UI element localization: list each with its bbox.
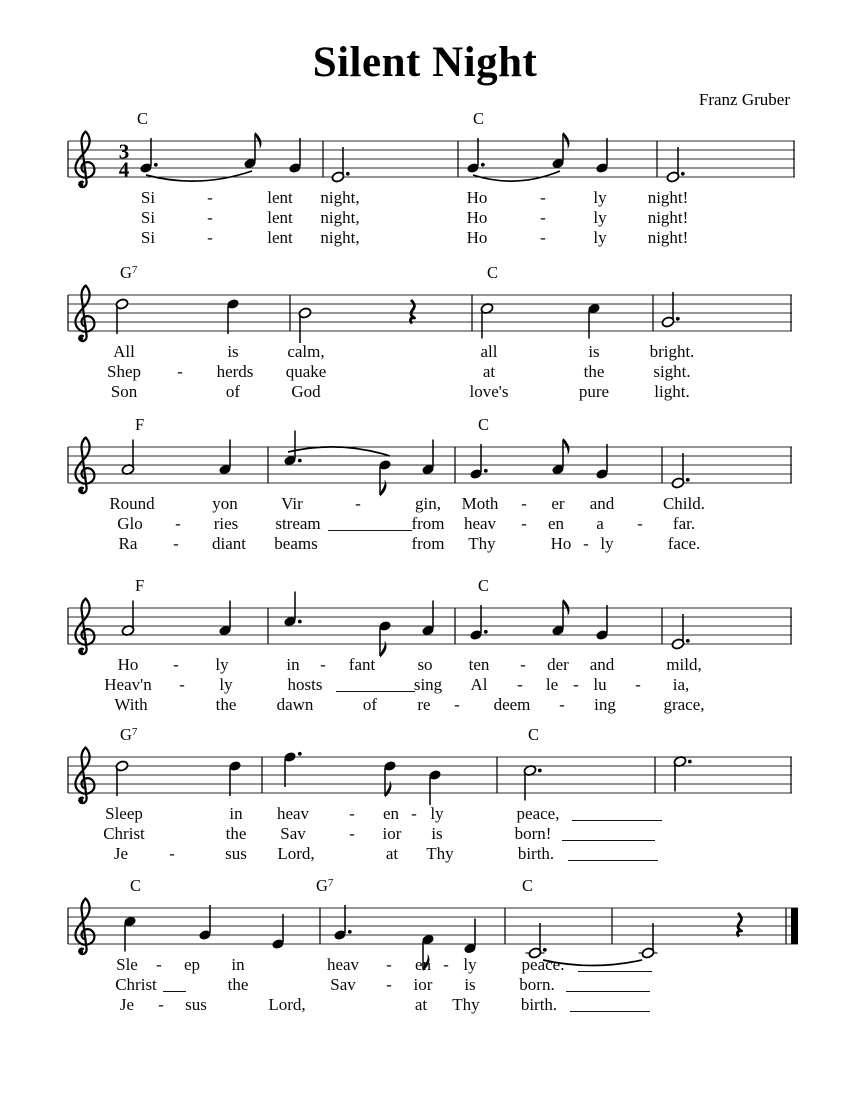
lyric-syllable: is <box>588 342 600 361</box>
treble-clef-stroke <box>82 748 87 798</box>
chord-symbol: $G^7$ <box>316 876 334 895</box>
lyric-syllable: - <box>559 695 565 714</box>
lyric-syllable: Heav'n <box>104 675 152 694</box>
lyric-syllable: Shep <box>107 362 141 381</box>
lyric-syllable: heav <box>463 514 497 533</box>
augmentation-dot <box>298 459 302 463</box>
lyric-syllable: of <box>362 695 378 714</box>
lyric-syllable: ten <box>468 655 490 674</box>
treble-clef-dot <box>79 183 83 187</box>
lyric-syllable: Christ <box>103 824 145 843</box>
lyric-syllable: in <box>286 655 300 674</box>
lyric-syllable: at <box>482 362 496 381</box>
lyric-syllable: ly <box>215 655 229 674</box>
lyric-syllable: ly <box>593 228 607 247</box>
lyric-syllable: calm, <box>287 342 325 361</box>
lyric-syllable: - <box>349 804 355 823</box>
lyric-syllable: lu <box>593 675 607 694</box>
lyric-syllable: gin, <box>415 494 441 513</box>
treble-clef-dot <box>79 950 83 954</box>
lyric-syllable: Round <box>109 494 155 513</box>
lyric-syllable: sus <box>225 844 247 863</box>
augmentation-dot <box>543 948 547 952</box>
lyric-syllable: at <box>385 844 399 863</box>
lyric-syllable: - <box>540 208 546 227</box>
lyric-syllable: born! <box>514 824 552 843</box>
augmentation-dot <box>484 630 488 634</box>
lyric-syllable: Thy <box>426 844 454 863</box>
eighth-flag <box>380 641 386 658</box>
lyric-syllable: - <box>520 655 526 674</box>
lyric-syllable: Son <box>110 382 138 401</box>
treble-clef-stroke <box>82 132 87 182</box>
lyric-syllable: ly <box>430 804 444 823</box>
lyric-syllable: in <box>229 804 243 823</box>
lyric-syllable: Sle <box>116 955 138 974</box>
lyric-syllable: le <box>545 675 559 694</box>
lyric-syllable: Ra <box>118 534 138 553</box>
staff-system-6 <box>0 868 850 1032</box>
lyric-syllable: is <box>227 342 239 361</box>
lyric-syllable: is <box>431 824 443 843</box>
lyric-syllable: Lord, <box>277 844 315 863</box>
augmentation-dot <box>154 163 158 167</box>
lyric-syllable: ly <box>593 208 607 227</box>
lyric-syllable: and <box>589 494 615 513</box>
song-title: Silent Night <box>312 39 538 86</box>
lyric-syllable: herds <box>216 362 254 381</box>
lyric-syllable: dawn <box>276 695 314 714</box>
lyric-syllable: love's <box>469 382 509 401</box>
lyric-syllable: - <box>637 514 643 533</box>
chord-symbol: F <box>135 415 145 434</box>
lyric-syllable: - <box>540 228 546 247</box>
augmentation-dot <box>348 930 352 934</box>
lyric-syllable: ries <box>213 514 239 533</box>
lyric-syllable: bright. <box>649 342 695 361</box>
lyric-syllable: Christ <box>115 975 157 994</box>
chord-symbol: C <box>137 109 149 128</box>
lyric-syllable: fant <box>348 655 376 674</box>
lyric-syllable: en <box>382 804 400 823</box>
eighth-flag <box>380 480 386 497</box>
lyric-syllable: far. <box>672 514 696 533</box>
lyric-syllable: birth. <box>520 995 558 1014</box>
augmentation-dot <box>346 172 350 176</box>
augmentation-dot <box>686 478 690 482</box>
lyric-syllable: - <box>411 804 417 823</box>
slur <box>288 447 390 456</box>
treble-clef-dot <box>79 650 83 654</box>
lyric-syllable: quake <box>285 362 327 381</box>
lyric-syllable: Al <box>470 675 488 694</box>
augmentation-dot <box>688 760 692 764</box>
lyric-syllable: from <box>411 534 445 553</box>
lyric-syllable: a <box>596 514 604 533</box>
augmentation-dot <box>298 752 302 756</box>
lyric-syllable: Ho <box>466 228 488 247</box>
lyric-syllable: ing <box>594 695 616 714</box>
time-signature-bottom: 4 <box>118 157 130 182</box>
chord-symbol: C <box>478 415 490 434</box>
lyric-syllable: born. <box>519 975 555 994</box>
lyric-syllable: of <box>225 382 241 401</box>
treble-clef-stroke <box>82 286 87 336</box>
lyric-syllable: Thy <box>452 995 480 1014</box>
lyric-syllable: - <box>177 362 183 381</box>
lyric-syllable: grace, <box>663 695 705 714</box>
lyric-syllable: heav <box>326 955 360 974</box>
lyric-syllable: Si <box>140 208 156 227</box>
staff-system-2 <box>0 255 850 419</box>
lyric-syllable: stream <box>275 514 321 533</box>
lyric-syllable: night, <box>320 228 360 247</box>
lyric-syllable: Je <box>119 995 135 1014</box>
chord-symbol: $G^7$ <box>120 725 138 744</box>
lyric-syllable: the <box>225 824 247 843</box>
lyric-syllable: ia, <box>672 675 690 694</box>
lyric-syllable: - <box>583 534 589 553</box>
lyric-syllable: lent <box>267 208 293 227</box>
lyric-syllable: Je <box>113 844 129 863</box>
lyric-syllable: - <box>175 514 181 533</box>
augmentation-dot <box>298 620 302 624</box>
lyric-syllable: lent <box>267 228 293 247</box>
lyric-syllable: With <box>114 695 148 714</box>
lyric-syllable: - <box>207 228 213 247</box>
lyric-syllable: ep <box>183 955 201 974</box>
lyric-syllable: ly <box>593 188 607 207</box>
lyric-syllable: - <box>454 695 460 714</box>
lyric-syllable: light. <box>654 382 690 401</box>
chord-symbol: C <box>528 725 540 744</box>
lyric-syllable: - <box>320 655 326 674</box>
lyric-syllable: Ho <box>466 208 488 227</box>
lyric-syllable: Child. <box>662 494 706 513</box>
lyric-syllable: sight. <box>653 362 691 381</box>
chord-symbol: F <box>135 576 145 595</box>
staff-system-1 <box>0 101 850 265</box>
lyric-syllable: Ho <box>550 534 572 553</box>
lyric-syllable: Si <box>140 228 156 247</box>
time-signature-top: 3 <box>118 139 130 164</box>
lyric-syllable: God <box>291 382 321 401</box>
augmentation-dot <box>484 469 488 473</box>
lyric-syllable: birth. <box>517 844 555 863</box>
lyric-syllable: pure <box>578 382 610 401</box>
chord-symbol: C <box>130 876 142 895</box>
lyric-syllable: is <box>464 975 476 994</box>
staff-system-4 <box>0 568 850 732</box>
lyric-syllable: - <box>207 188 213 207</box>
lyric-syllable: face. <box>667 534 701 553</box>
lyric-syllable: ior <box>382 824 402 843</box>
lyric-syllable: Ho <box>117 655 139 674</box>
lyric-syllable: Sleep <box>105 804 143 823</box>
lyric-syllable: ly <box>600 534 614 553</box>
staff-system-5 <box>0 717 850 881</box>
lyric-syllable: - <box>443 955 449 974</box>
eighth-flag <box>385 781 391 798</box>
lyric-syllable: diant <box>212 534 246 553</box>
lyric-syllable: - <box>158 995 164 1014</box>
lyric-syllable: Si <box>140 188 156 207</box>
lyric-syllable: Thy <box>468 534 496 553</box>
lyric-syllable: er <box>551 494 565 513</box>
lyric-syllable: night! <box>647 228 689 247</box>
lyric-syllable: night, <box>320 208 360 227</box>
chord-symbol: C <box>487 263 499 282</box>
slur <box>146 171 252 181</box>
lyric-syllable: in <box>231 955 245 974</box>
lyric-syllable: the <box>215 695 237 714</box>
lyric-syllable: - <box>517 675 523 694</box>
treble-clef-stroke <box>82 599 87 649</box>
lyric-syllable: - <box>386 955 392 974</box>
lyric-syllable: mild, <box>666 655 702 674</box>
treble-clef-dot <box>79 337 83 341</box>
lyric-syllable: the <box>227 975 249 994</box>
lyric-syllable: - <box>521 494 527 513</box>
lyric-syllable: Ho <box>466 188 488 207</box>
lyric-syllable: sing <box>413 675 443 694</box>
lyric-syllable: night! <box>647 208 689 227</box>
lyric-syllable: and <box>589 655 615 674</box>
augmentation-dot <box>538 769 542 773</box>
lyric-syllable: so <box>417 655 433 674</box>
slur <box>473 171 560 181</box>
lyric-syllable: - <box>355 494 361 513</box>
augmentation-dot <box>686 639 690 643</box>
lyric-syllable: peace. <box>521 955 565 974</box>
lyric-syllable: all <box>480 342 498 361</box>
lyric-syllable: - <box>169 844 175 863</box>
lyric-syllable: heav <box>276 804 310 823</box>
lyric-syllable: sus <box>185 995 207 1014</box>
augmentation-dot <box>681 172 685 176</box>
treble-clef-stroke <box>82 438 87 488</box>
lyric-syllable: - <box>540 188 546 207</box>
lyric-syllable: beams <box>274 534 318 553</box>
lyric-syllable: lent <box>267 188 293 207</box>
lyric-syllable: en <box>547 514 565 533</box>
lyric-syllable: deem <box>493 695 531 714</box>
lyric-syllable: - <box>173 534 179 553</box>
chord-symbol: C <box>522 876 534 895</box>
lyric-syllable: - <box>179 675 185 694</box>
staff-system-3 <box>0 407 850 571</box>
lyric-syllable: Glo <box>117 514 143 533</box>
augmentation-dot <box>676 317 680 321</box>
lyric-syllable: hosts <box>287 675 323 694</box>
lyric-syllable: - <box>207 208 213 227</box>
lyric-syllable: - <box>521 514 527 533</box>
lyric-syllable: night, <box>320 188 360 207</box>
composer-credit: Franz Gruber <box>698 90 790 109</box>
treble-clef-dot <box>79 489 83 493</box>
lyric-syllable: - <box>173 655 179 674</box>
augmentation-dot <box>481 163 485 167</box>
lyric-syllable: der <box>547 655 569 674</box>
lyric-syllable: Moth <box>461 494 499 513</box>
lyric-syllable: ly <box>219 675 233 694</box>
final-barline <box>791 908 798 944</box>
lyric-syllable: night! <box>647 188 689 207</box>
lyric-syllable: at <box>414 995 428 1014</box>
lyric-syllable: Sav <box>330 975 356 994</box>
lyric-syllable: peace, <box>516 804 560 823</box>
chord-symbol: $G^7$ <box>120 263 138 282</box>
lyric-syllable: - <box>386 975 392 994</box>
lyric-syllable: - <box>156 955 162 974</box>
lyric-syllable: - <box>635 675 641 694</box>
lyric-syllable: ior <box>413 975 433 994</box>
lyric-syllable: ly <box>463 955 477 974</box>
lyric-syllable: - <box>573 675 579 694</box>
lyric-syllable: en <box>414 955 432 974</box>
treble-clef-dot <box>79 799 83 803</box>
lyric-syllable: yon <box>212 494 238 513</box>
chord-symbol: C <box>473 109 485 128</box>
chord-symbol: C <box>478 576 490 595</box>
lyric-syllable: re <box>417 695 431 714</box>
treble-clef-stroke <box>82 899 87 949</box>
lyric-syllable: Lord, <box>268 995 306 1014</box>
lyric-syllable: the <box>583 362 605 381</box>
lyric-syllable: from <box>411 514 445 533</box>
lyric-syllable: Vir <box>281 494 303 513</box>
lyric-syllable: - <box>349 824 355 843</box>
lyric-syllable: Sav <box>280 824 306 843</box>
lyric-syllable: All <box>113 342 135 361</box>
